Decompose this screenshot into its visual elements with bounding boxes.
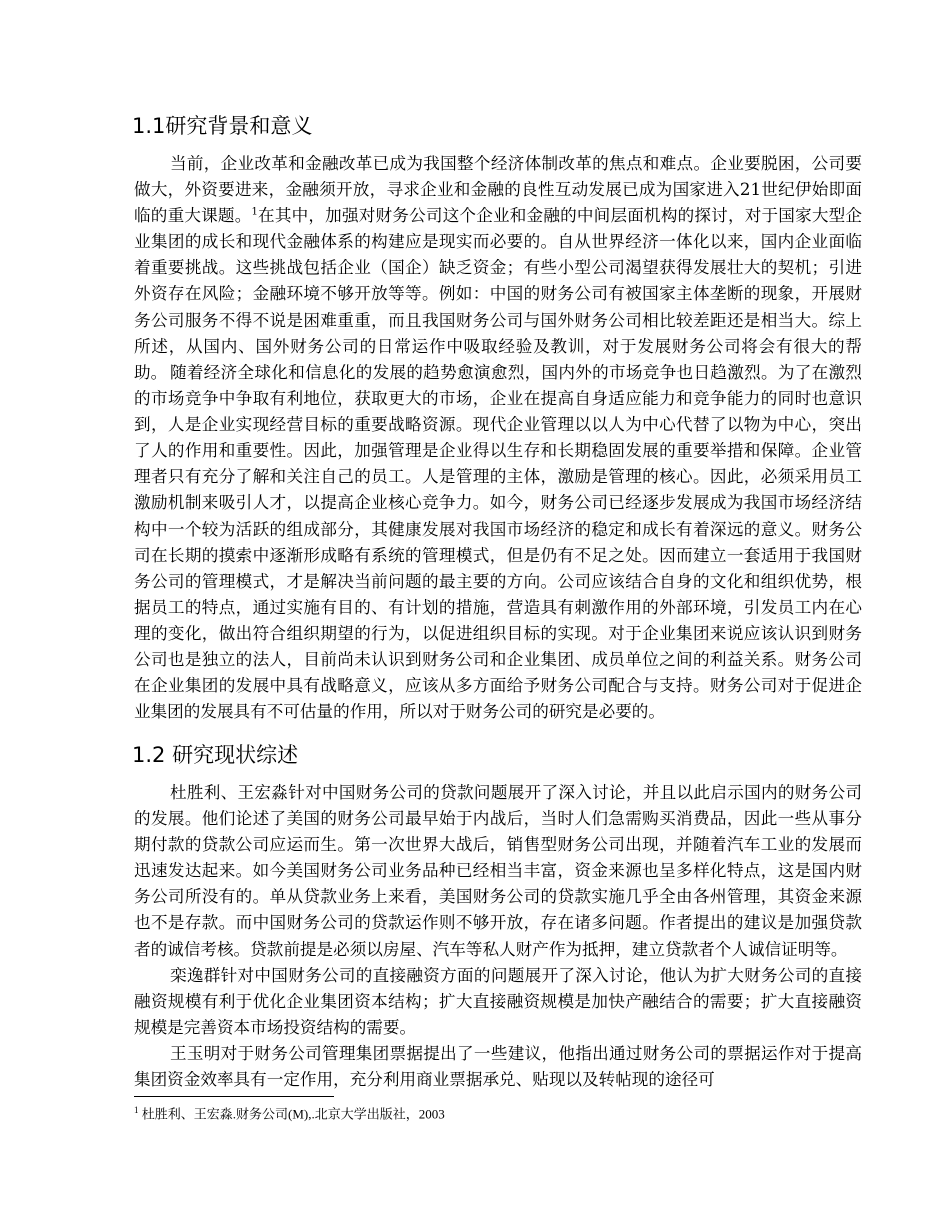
paragraph-background-2: 随着经济全球化和信息化的发展的趋势愈演愈烈，国内外的市场竞争也日趋激烈。为了在激烈的市场竞争中争取有利地位，获取更大的市场，企业在提高自身适应能力和竞争能力的同时也意识到，人是企业实现经营目标的重要战略资源。现代企业管理以以人为中心代替了以物为中心，突出了人的作用和重要性。因此，加强管理是企业得以生存和长期稳固发展的重要举措和保障。企业管理者只有充分了解和关注自己的员工。人是管理的主体，激励是管理的核心。因此，必须采用员工激励机制来吸引人才，以提高企业核心竞争力。如今，财务公司已经逐步发展成为我国市场经济结构中一个较为活跃的组成部分，其健康发展对我国市场经济的稳定和成长有着深远的意义。财务公司在长期的摸索中逐渐形成略有系统的管理模式，但是仍有不足之处。因而建立一套适用于我国财务公司的管理模式，才是解决当前问题的最主要的方向。公司应该结合自身的文化和组织优势，根据员工的特点，通过实施有目的、有计划的措施，营造具有刺激作用的外部环境，引发员工内在心理的变化，做出符合组织期望的行为，以促进组织目标的实现。对于企业集团来说应该认识到财务公司也是独立的法人，目前尚未认识到财务公司和企业集团、成员单位之间的利益关系。财务公司在企业集团的发展中具有战略意义，应该从多方面给予财务公司配合与支持。财务公司对于促进企业集团的发展具有不可估量的作用，所以对于财务公司的研究是必要的。 <box>134 363 862 722</box>
footnote-divider <box>134 1096 334 1097</box>
section-heading-1-2: 1.2 研究现状综述 <box>132 743 299 767</box>
paragraph-text: 在其中，加强对财务公司这个企业和金融的中间层面机构的探讨，对于国家大型企业集团的成长和现代金融体系的构建应是现实而必要的。自从世界经济一体化以来，国内企业面临着重要挑战。这些挑战包括企业（国企）缺乏资金；有些小型公司渴望获得发展壮大的契机；引进外资存在风险；金融环境不够开放等等。例如：中国的财务公司有被国家主体垄断的现象，开展财务公司服务不得不说是困难重重，而且我国财务公司与国外财务公司相比较差距还是相当大。综上所述，从国内、国外财务公司的日常运作中吸取经验及教训，对于发展财务公司将会有很大的帮助。 <box>134 206 863 382</box>
paragraph-background-1 <box>134 151 862 386</box>
paragraph-review-2: 栾逸群针对中国财务公司的直接融资方面的问题展开了深入讨论，他认为扩大财务公司的直接融资规模有利于优化企业集团资本结构；扩大直接融资规模是加快产融结合的需要；扩大直接融资规模是完善资本市场投资结构的需要。 <box>134 966 862 1038</box>
footnote-marker: 1 <box>134 1105 139 1115</box>
footnote-reference: 1 <box>251 206 258 218</box>
section-heading-1-1: 1.1研究背景和意义 <box>132 114 313 138</box>
footnote <box>134 1101 445 1123</box>
paragraph-text: 当前，企业改革和金融改革已成为我国整个经济体制改革的焦点和难点。企业要脱困，公司要做大，外资要进来，金融须开放，寻求企业和金融的良性互动发展已成为国家进入21世纪伊始即面临的重大课题。 <box>134 154 862 226</box>
paragraph-review-3: 王玉明对于财务公司管理集团票据提出了一些建议，他指出通过财务公司的票据运作对于提高集团资金效率具有一定作用，充分利用商业票据承兑、贴现以及转帖现的途径可 <box>134 1044 862 1090</box>
footnote-text: 杜胜利、王宏淼.财务公司(M),.北京大学出版社，2003 <box>141 1106 445 1122</box>
paragraph-review-1: 杜胜利、王宏淼针对中国财务公司的贷款问题展开了深入讨论，并且以此启示国内的财务公司的发展。他们论述了美国的财务公司最早始于内战后，当时人们急需购买消费品，因此一些从事分期付款的贷款公司应运而生。第一次世界大战后，销售型财务公司出现，并随着汽车工业的发展而迅速发达起来。如今美国财务公司业务品种已经相当丰富，资金来源也呈多样化特点，这是国内财务公司所没有的。单从贷款业务上来看，美国财务公司的贷款实施几乎全由各州管理，其资金来源也不是存款。而中国财务公司的贷款运作则不够开放，存在诸多问题。作者提出的建议是加强贷款者的诚信考核。贷款前提是必须以房屋、汽车等私人财产作为抵押，建立贷款者个人诚信证明等。 <box>134 783 862 959</box>
